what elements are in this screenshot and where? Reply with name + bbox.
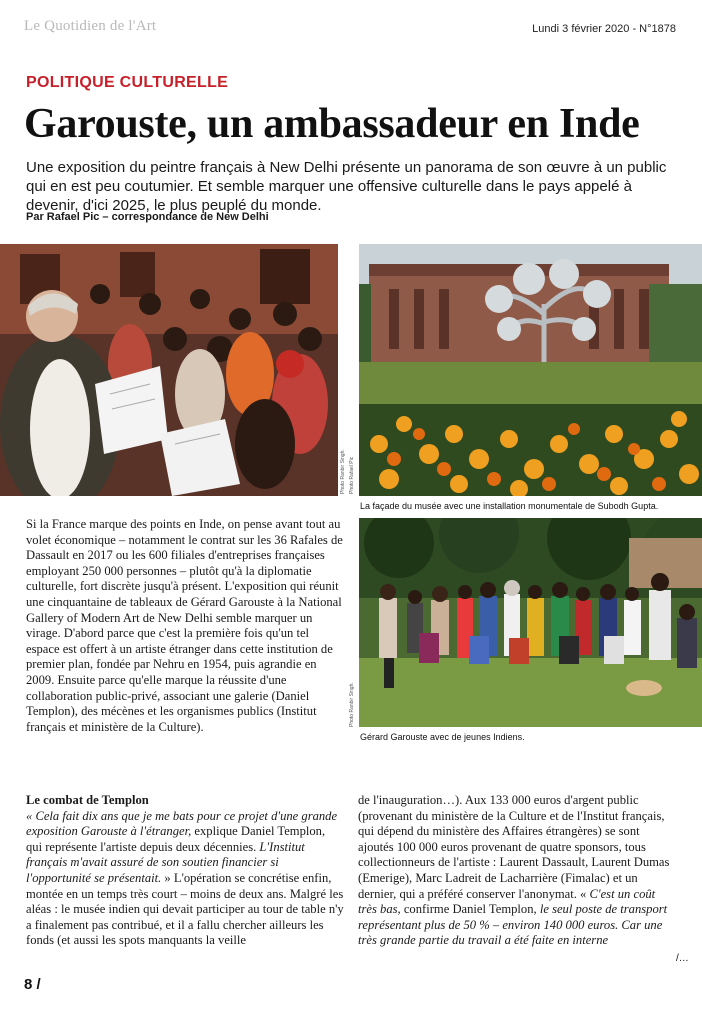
section-rubric: POLITIQUE CULTURELLE [26,74,229,91]
column-1-paragraph [26,809,344,949]
col2-text-1: de l'inauguration…). Aux 133 000 euros d'argent public (provenant du ministère de la Culture et de l'Institut français, qui dépend du ministère des Affaires étrangères) se sont ajoutés 100 000 euros provenant de quatre sponsors, tous collectionneurs de l'artiste : Laurent Dassault, Laurent Dumas (Emerige), Marc Ladreit de Lacharrière (Fimalac) et un dernier, qui a préféré conserver l'anonymat. « [358,793,670,901]
article-headline: Garouste, un ambassadeur en Inde [24,101,640,147]
article-column-1 [26,793,344,949]
photo2-caption: La façade du musée avec une installation monumentale de Subodh Gupta. [360,501,659,511]
issue-date: Lundi 3 février 2020 - N°1878 [532,23,676,35]
photo-museum-facade [359,244,702,496]
continuation-marker: /… [676,953,689,964]
photo2-credit: Photo Rafael Pic [349,456,355,494]
column-2-paragraph [358,793,676,949]
photo-group-students [359,518,702,727]
section-subhead: Le combat de Templon [26,793,149,807]
photo1-credit: Photo Ranbir Singh. [340,449,346,494]
photo3-credit: Photo Ranbir Singh. [349,682,355,727]
quote-4: le seul poste de transport représentant plus de 50 % – environ 140 000 euros. Car une très grande partie du travail a été faite en interne [358,902,668,948]
article-byline: Par Rafael Pic – correspondance de New Delhi [26,211,269,223]
col2-text-2: confirme Daniel Templon, [400,902,540,917]
article-intro [26,517,344,735]
article-column-2 [358,793,676,949]
photo3-caption: Gérard Garouste avec de jeunes Indiens. [360,732,525,742]
col1-text-2: » L'opération se concrétise enfin, montée en un temps très court – moins de deux ans. Malgré les aléas : le musée indien qui devait participer au tour de table n'y a finalement pas contribué, et il a fallu chercher ailleurs les fonds (et aussi les spots manquants la veille [26,870,344,948]
article-standfirst: Une exposition du peintre français à New Delhi présente un panorama de son œuvre à un public qui en est peu coutumier. Et semble marquer une offensive culturelle dans le pays appelé à devenir, d'ici 2025, le plus peuplé du monde. [26,159,667,214]
quote-3: C'est un coût très bas, [358,886,656,917]
quote-2: L'Institut français m'avait assuré de son soutien financier si l'opportunité se présentait. [26,839,305,885]
masthead-logo: Le Quotidien de l'Art [24,18,157,34]
quote-1: « Cela fait dix ans que je me bats pour ce projet d'une grande exposition Garouste à l'étranger, [26,808,338,839]
photo-garouste-students [0,244,338,496]
col1-text-1: explique Daniel Templon, qui représente l'artiste depuis deux décennies. [26,824,326,854]
page-number: 8 / [24,976,41,993]
intro-paragraph: Si la France marque des points en Inde, on pense avant tout au volet économique – notamment le contrat sur les 36 Rafales de Dassault en 2017 ou les 600 filiales d'entreprises françaises employant 250 000 personnes – plutôt qu'à la diplomatie culturelle, fort discrète jusqu'à présent. L'exposition qui réunit une cinquantaine de tableaux de Gérard Garouste à la National Gallery of Modern Art de New Delhi semble marquer un virage. D'abord parce que c'est la première fois qu'un tel espace est offert à un artiste étranger dans cette institution de premier plan, fondée par Nehru en 1954, puis agrandie en 2009. Ensuite parce qu'elle marque la réussite d'une collaboration public-privé, associant une galerie (Daniel Templon), des mécènes et les organismes publics (Institut français et ministère de la Culture). [26,517,343,734]
